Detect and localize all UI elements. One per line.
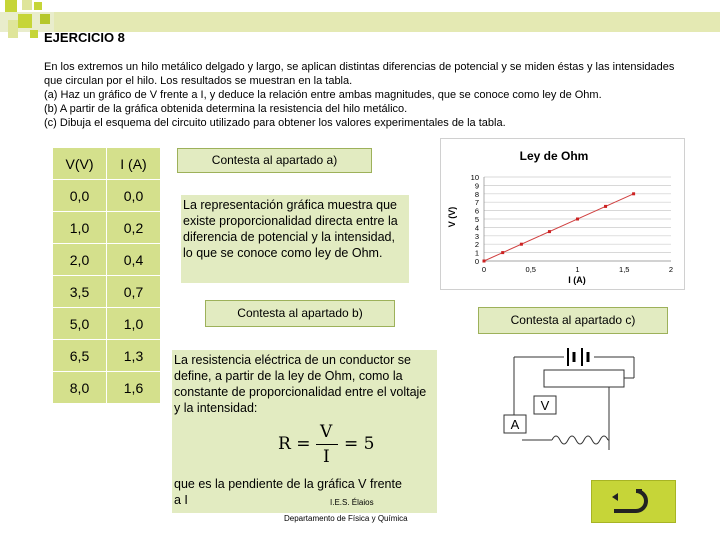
column-header-voltage: V(V) <box>53 148 107 180</box>
data-point <box>501 251 504 254</box>
formula-denominator: I <box>323 447 330 467</box>
ammeter-label: A <box>510 417 520 432</box>
battery-icon <box>568 348 588 366</box>
formula-lhs: R = <box>278 434 311 454</box>
x-tick-label: 0 <box>481 265 487 274</box>
cell-voltage: 0,0 <box>53 180 107 212</box>
y-tick-label: 3 <box>474 231 479 241</box>
table-row <box>53 180 161 212</box>
table-header-row <box>53 148 161 180</box>
formula-numerator: V <box>320 422 333 442</box>
table-row <box>53 276 161 308</box>
question-a: (a) Haz un gráfico de V frente a I, y deduce la relación entre ambas magnitudes, que se conoce como ley de Ohm. <box>44 89 602 101</box>
fraction-bar <box>316 444 338 445</box>
y-tick-label: 4 <box>474 223 479 233</box>
circuit-diagram <box>494 340 684 470</box>
cell-current: 0,0 <box>107 180 161 212</box>
cell-current: 1,0 <box>107 308 161 340</box>
table-row <box>53 340 161 372</box>
y-tick-label: 8 <box>474 189 479 199</box>
answer-b-button[interactable]: Contesta al apartado b) <box>205 300 395 327</box>
answer-a-button[interactable]: Contesta al apartado a) <box>177 148 372 173</box>
statement-text: En los extremos un hilo metálico delgado y largo, se aplican distintas diferencias de potencial y se miden éstas y las intensidades que circulan por el hilo. Los resultados se muestran en la tabla. <box>44 61 675 87</box>
cell-current: 1,3 <box>107 340 161 372</box>
data-point <box>548 230 551 233</box>
y-tick-label: 9 <box>474 181 479 191</box>
cell-current: 0,7 <box>107 276 161 308</box>
ohm-law-chart <box>440 138 685 290</box>
x-tick-label: 0,5 <box>525 265 536 274</box>
question-b: (b) A partir de la gráfica obtenida determina la resistencia del hilo metálico. <box>44 103 408 115</box>
answer-c-button[interactable]: Contesta al apartado c) <box>478 307 668 334</box>
answer-a-text: La representación gráfica muestra que existe proporcionalidad directa entre la diferencia de potencial y la intensidad, lo que se conoce como ley de Ohm. <box>181 195 409 283</box>
exercise-title: EJERCICIO 8 <box>44 30 125 45</box>
chart-title: Ley de Ohm <box>519 149 589 163</box>
y-tick-label: 6 <box>474 206 479 216</box>
data-point <box>483 260 486 263</box>
return-button[interactable] <box>591 480 676 523</box>
table-row <box>53 372 161 404</box>
y-tick-label: 2 <box>474 240 479 250</box>
exercise-statement <box>44 60 684 130</box>
answer-b-conclusion: que es la pendiente de la gráfica V frente a I <box>174 477 402 507</box>
y-tick-label: 5 <box>474 215 479 224</box>
chart-xlabel: I (A) <box>568 275 586 285</box>
cell-voltage: 6,5 <box>53 340 107 372</box>
column-header-current: I (A) <box>107 148 161 180</box>
footer-department: Departamento de Física y Química <box>284 514 408 523</box>
y-tick-label: 1 <box>474 248 479 258</box>
x-tick-label: 1,5 <box>619 265 630 274</box>
answer-b-definition: La resistencia eléctrica de un conductor se define, a partir de la ley de Ohm, como la constante de proporcionalidad entre el voltaje y la intensidad: <box>174 353 427 415</box>
cell-current: 0,2 <box>107 212 161 244</box>
footer-school: I.E.S. Élaios <box>330 498 374 507</box>
x-tick-label: 2 <box>668 265 674 274</box>
chart-ylabel: V (V) <box>447 206 457 228</box>
data-point <box>576 218 579 221</box>
data-table <box>52 147 161 404</box>
data-point <box>604 205 607 208</box>
cell-current: 1,6 <box>107 372 161 404</box>
cell-voltage: 5,0 <box>53 308 107 340</box>
y-tick-label: 0 <box>474 257 479 266</box>
cell-voltage: 8,0 <box>53 372 107 404</box>
formula-rhs: = 5 <box>344 434 375 454</box>
table-row <box>53 212 161 244</box>
table-row <box>53 244 161 276</box>
return-arrow-icon <box>592 481 675 522</box>
data-point <box>520 243 523 246</box>
question-c: (c) Dibuja el esquema del circuito utilizado para obtener los valores experimentales de la tabla. <box>44 117 506 129</box>
data-point <box>632 192 635 195</box>
cell-voltage: 1,0 <box>53 212 107 244</box>
cell-voltage: 2,0 <box>53 244 107 276</box>
table-row <box>53 308 161 340</box>
cell-voltage: 3,5 <box>53 276 107 308</box>
y-tick-label: 10 <box>470 173 479 182</box>
voltmeter-label: V <box>540 398 550 413</box>
chart-svg <box>441 139 684 289</box>
cell-current: 0,4 <box>107 244 161 276</box>
y-tick-label: 7 <box>474 198 479 208</box>
x-tick-label: 1 <box>575 265 580 274</box>
